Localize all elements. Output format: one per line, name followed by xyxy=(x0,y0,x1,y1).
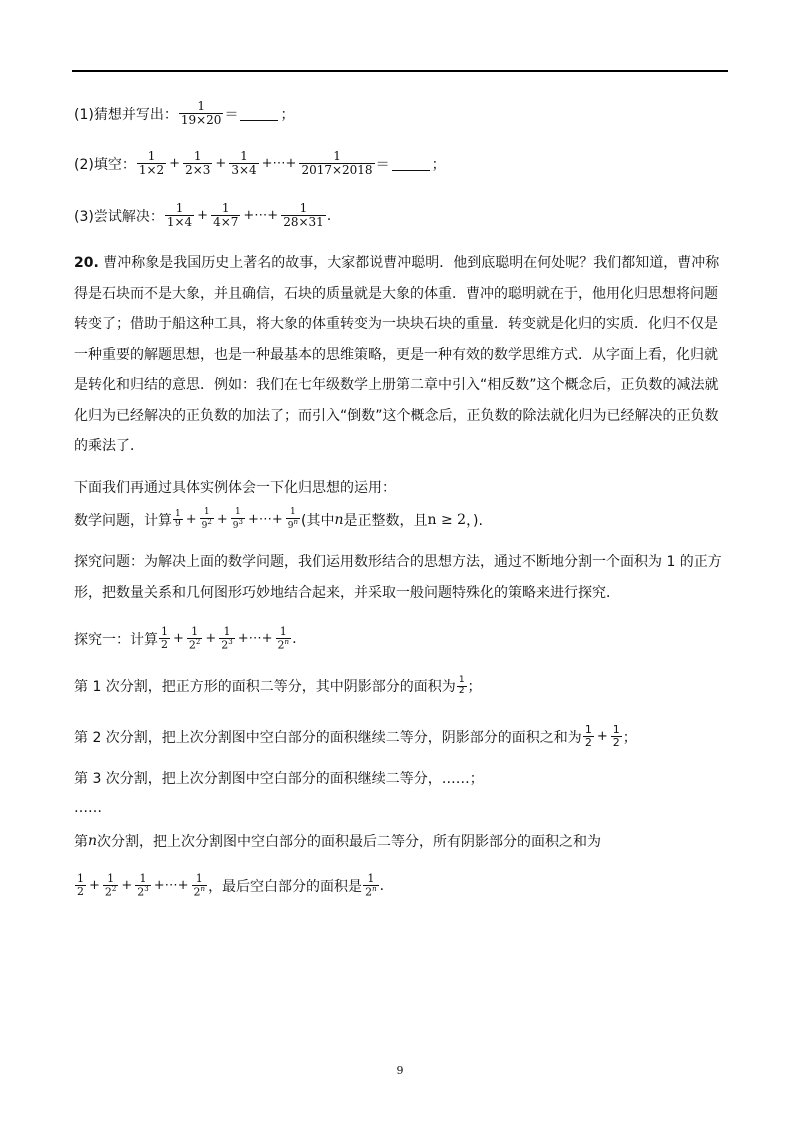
q19-part1-fraction: $\frac{1}{19\times 20}$ xyxy=(180,99,222,128)
problem-condition: n ≥ 2 xyxy=(427,511,467,528)
q20-intro xyxy=(74,248,724,462)
fraction: $\frac{1}{28\times 31}$ xyxy=(283,201,324,230)
q20-intro-text: 曹冲称象是我国历史上著名的故事，大家都说曹冲聪明．他到底聪明在何处呢？我们都知道，曹冲称得是石块而不是大象，并且确信，石块的质量就是大象的体重．曹冲的聪明就在于，他用化归思想将问题转变了；借助于船这种工具，将大象的体重转变为一块块石块的重量．转变就是化归的实质．化归不仅是一种重要的解题思想，也是一种最基本的思维策略，更是一种有效的数学思维方式．从字面上看，化归就是转化和归结的意思．例如：我们在七年级数学上册第二章中引入“相反数”这个概念后，正负数的减法就化归为已经解决的正负数的加法了；而引入“倒数”这个概念后，正负数的除法就化归为已经解决的正负数的乘法了． xyxy=(74,255,720,454)
q19-part1: (1)猜想并写出： $\frac{1}{19\times 20}$ ＝ ； xyxy=(74,99,295,128)
q20-final: $\frac{1}{2}$ + $\frac{1}{2^2}$ + $\frac{1}{2^3}$ +⋯+ $\frac{1}{2^n}$ ，最后空白部分的面积是 $\frac{1}{2^n}$ . xyxy=(77,872,385,899)
question-number: 20. xyxy=(74,255,99,271)
header-rule xyxy=(72,70,728,72)
q19-part2: (2)填空： $\frac{1}{1\times 2}$ + $\frac{1}{2\times 3}$ + $\frac{1}{3\times 4}$ +⋯+ $\frac{1}{2017\times 2018}$ ＝ ； xyxy=(74,149,446,178)
q20-step1: 第 1 次分割，把正方形的面积二等分，其中阴影部分的面积为 $\frac{1}{2}$ ； xyxy=(74,675,482,696)
answer-blank xyxy=(240,106,278,121)
q20-ellipsis: …… xyxy=(74,800,102,816)
fraction: $\frac{1}{3\times 4}$ xyxy=(231,149,257,178)
equals-sign: ＝ xyxy=(224,106,239,123)
page-number: 9 xyxy=(396,1064,404,1077)
q19-part2-label: (2)填空： xyxy=(74,156,136,173)
q20-step3: 第 3 次分割，把上次分割图中空白部分的面积继续二等分，……； xyxy=(74,771,484,787)
q20-explore1: 探究一：计算 $\frac{1}{2}$ + $\frac{1}{2^2}$ + $\frac{1}{2^3}$ +⋯+ $\frac{1}{2^n}$ . xyxy=(74,625,297,652)
fraction: $\frac{1}{2017\times 2018}$ xyxy=(301,149,373,178)
equals-sign: ＝ xyxy=(375,156,390,173)
q20-explore-text: 探究问题：为解决上面的数学问题，我们运用数形结合的思想方法，通过不断地分割一个面积为 1 的正方形，把数量关系和几何图形巧妙地结合起来，并采取一般问题特殊化的策略来进行探究． xyxy=(74,554,722,601)
q19-part3: (3)尝试解决： $\frac{1}{1\times 4}$ + $\frac{1}{4\times 7}$ +⋯+ $\frac{1}{28\times 31}$ . xyxy=(74,201,332,230)
q19-part3-label: (3)尝试解决： xyxy=(74,208,164,225)
answer-blank xyxy=(392,156,430,171)
fraction: $\frac{1}{2\times 3}$ xyxy=(185,149,211,178)
q20-next-line: 下面我们再通过具体实例体会一下化归思想的运用： xyxy=(74,480,396,496)
fraction: $\frac{1}{1\times 4}$ xyxy=(166,201,193,230)
q20-problem: 数学问题，计算 $\frac{1}{9}$ + $\frac{1}{9^2}$ + $\frac{1}{9^3}$ +⋯+ $\frac{1}{9^n}$ (其中 n 是正整数，且 n ≥ 2 ，). xyxy=(74,507,483,531)
fraction: $\frac{1}{4\times 7}$ xyxy=(213,201,239,230)
q20-step-n: 第 n 次分割，把上次分割图中空白部分的面积最后二等分，所有阴影部分的面积之和为 xyxy=(74,833,602,850)
q20-step2: 第 2 次分割，把上次分割图中空白部分的面积继续二等分，阴影部分的面积之和为 $\frac{1}{2}$ + $\frac{1}{2}$ ； xyxy=(74,723,637,750)
fraction: $\frac{1}{1\times 2}$ xyxy=(138,149,165,178)
q19-part1-label: (1)猜想并写出： xyxy=(74,106,178,123)
